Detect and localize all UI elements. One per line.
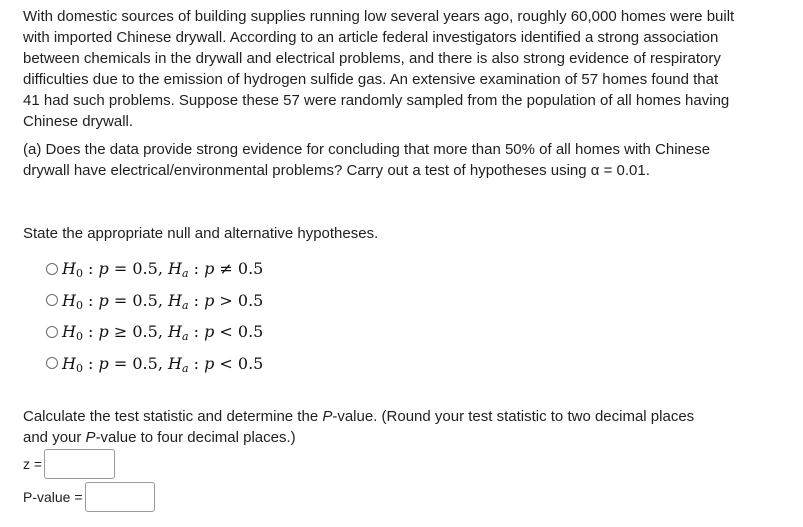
part-a-question: (a) Does the data provide strong evidence for concluding that more than 50% of all homes with Chinese drywall have electrical/environmental problems? Carry out a test of hypotheses using α = 0.01.: [23, 141, 711, 179]
alt-value: 0.5: [237, 259, 264, 279]
null-operator: ≥: [113, 322, 128, 342]
hypotheses-prompt: State the appropriate null and alternative hypotheses.: [23, 225, 379, 242]
alt-operator: <: [219, 353, 233, 373]
radio-button[interactable]: [46, 326, 58, 338]
alt-operator: >: [219, 290, 233, 310]
z-input[interactable]: [44, 449, 115, 479]
radio-button[interactable]: [46, 263, 58, 275]
hypothesis-math: $H_0$ : p ≥ 0.5, $H_a$ : p < 0.5: [62, 322, 264, 344]
alt-operator: <: [219, 322, 233, 342]
alt-value: 0.5: [237, 290, 264, 310]
hypothesis-option-2[interactable]: [46, 285, 263, 317]
test-statistic-prompt: [23, 406, 703, 448]
hypothesis-option-3[interactable]: [46, 316, 263, 348]
p-italic: P: [322, 408, 333, 425]
alt-value: 0.5: [237, 353, 264, 373]
hypothesis-math: $H_0$ : p = 0.5, $H_a$ : p > 0.5: [62, 290, 264, 312]
prompt-text: -value to four decimal places.): [95, 429, 296, 446]
p-value-answer-row: [23, 482, 155, 512]
null-value: 0.5: [132, 259, 158, 279]
z-answer-row: [23, 449, 115, 479]
hypothesis-math: $H_0$ : p = 0.5, $H_a$ : p ≠ 0.5: [62, 259, 264, 281]
null-value: 0.5: [132, 322, 158, 342]
hypothesis-option-1[interactable]: [46, 253, 263, 285]
null-operator: =: [113, 290, 128, 310]
prompt-text: Calculate the test statistic and determine the: [23, 408, 323, 425]
radio-button[interactable]: [46, 357, 58, 369]
null-operator: =: [113, 259, 128, 279]
null-value: 0.5: [132, 290, 158, 310]
prompt-text: -value. (Round your test statistic to two decimal places and your: [23, 408, 695, 446]
alt-operator: ≠: [219, 259, 233, 279]
null-value: 0.5: [132, 353, 158, 373]
p-value-input[interactable]: [85, 482, 155, 512]
hypothesis-option-4[interactable]: [46, 348, 263, 380]
problem-intro: With domestic sources of building supplies running low several years ago, roughly 60,000 homes were built with imported Chinese drywall. According to an article federal investigators identified a strong association between chemicals in the drywall and electrical problems, and there is also strong evidence of respiratory difficulties due to the emission of hydrogen sulfide gas. An extensive examination of 57 homes found that 41 had such problems. Suppose these 57 were randomly sampled from the population of all homes having Chinese drywall.: [23, 8, 735, 130]
hypotheses-options: [46, 253, 263, 379]
z-label: z =: [23, 456, 43, 472]
hypothesis-math: $H_0$ : p = 0.5, $H_a$ : p < 0.5: [62, 353, 264, 375]
p-italic: P: [85, 429, 96, 446]
p-value-label: P-value =: [23, 489, 83, 505]
null-operator: =: [113, 353, 128, 373]
alt-value: 0.5: [237, 322, 264, 342]
radio-button[interactable]: [46, 294, 58, 306]
